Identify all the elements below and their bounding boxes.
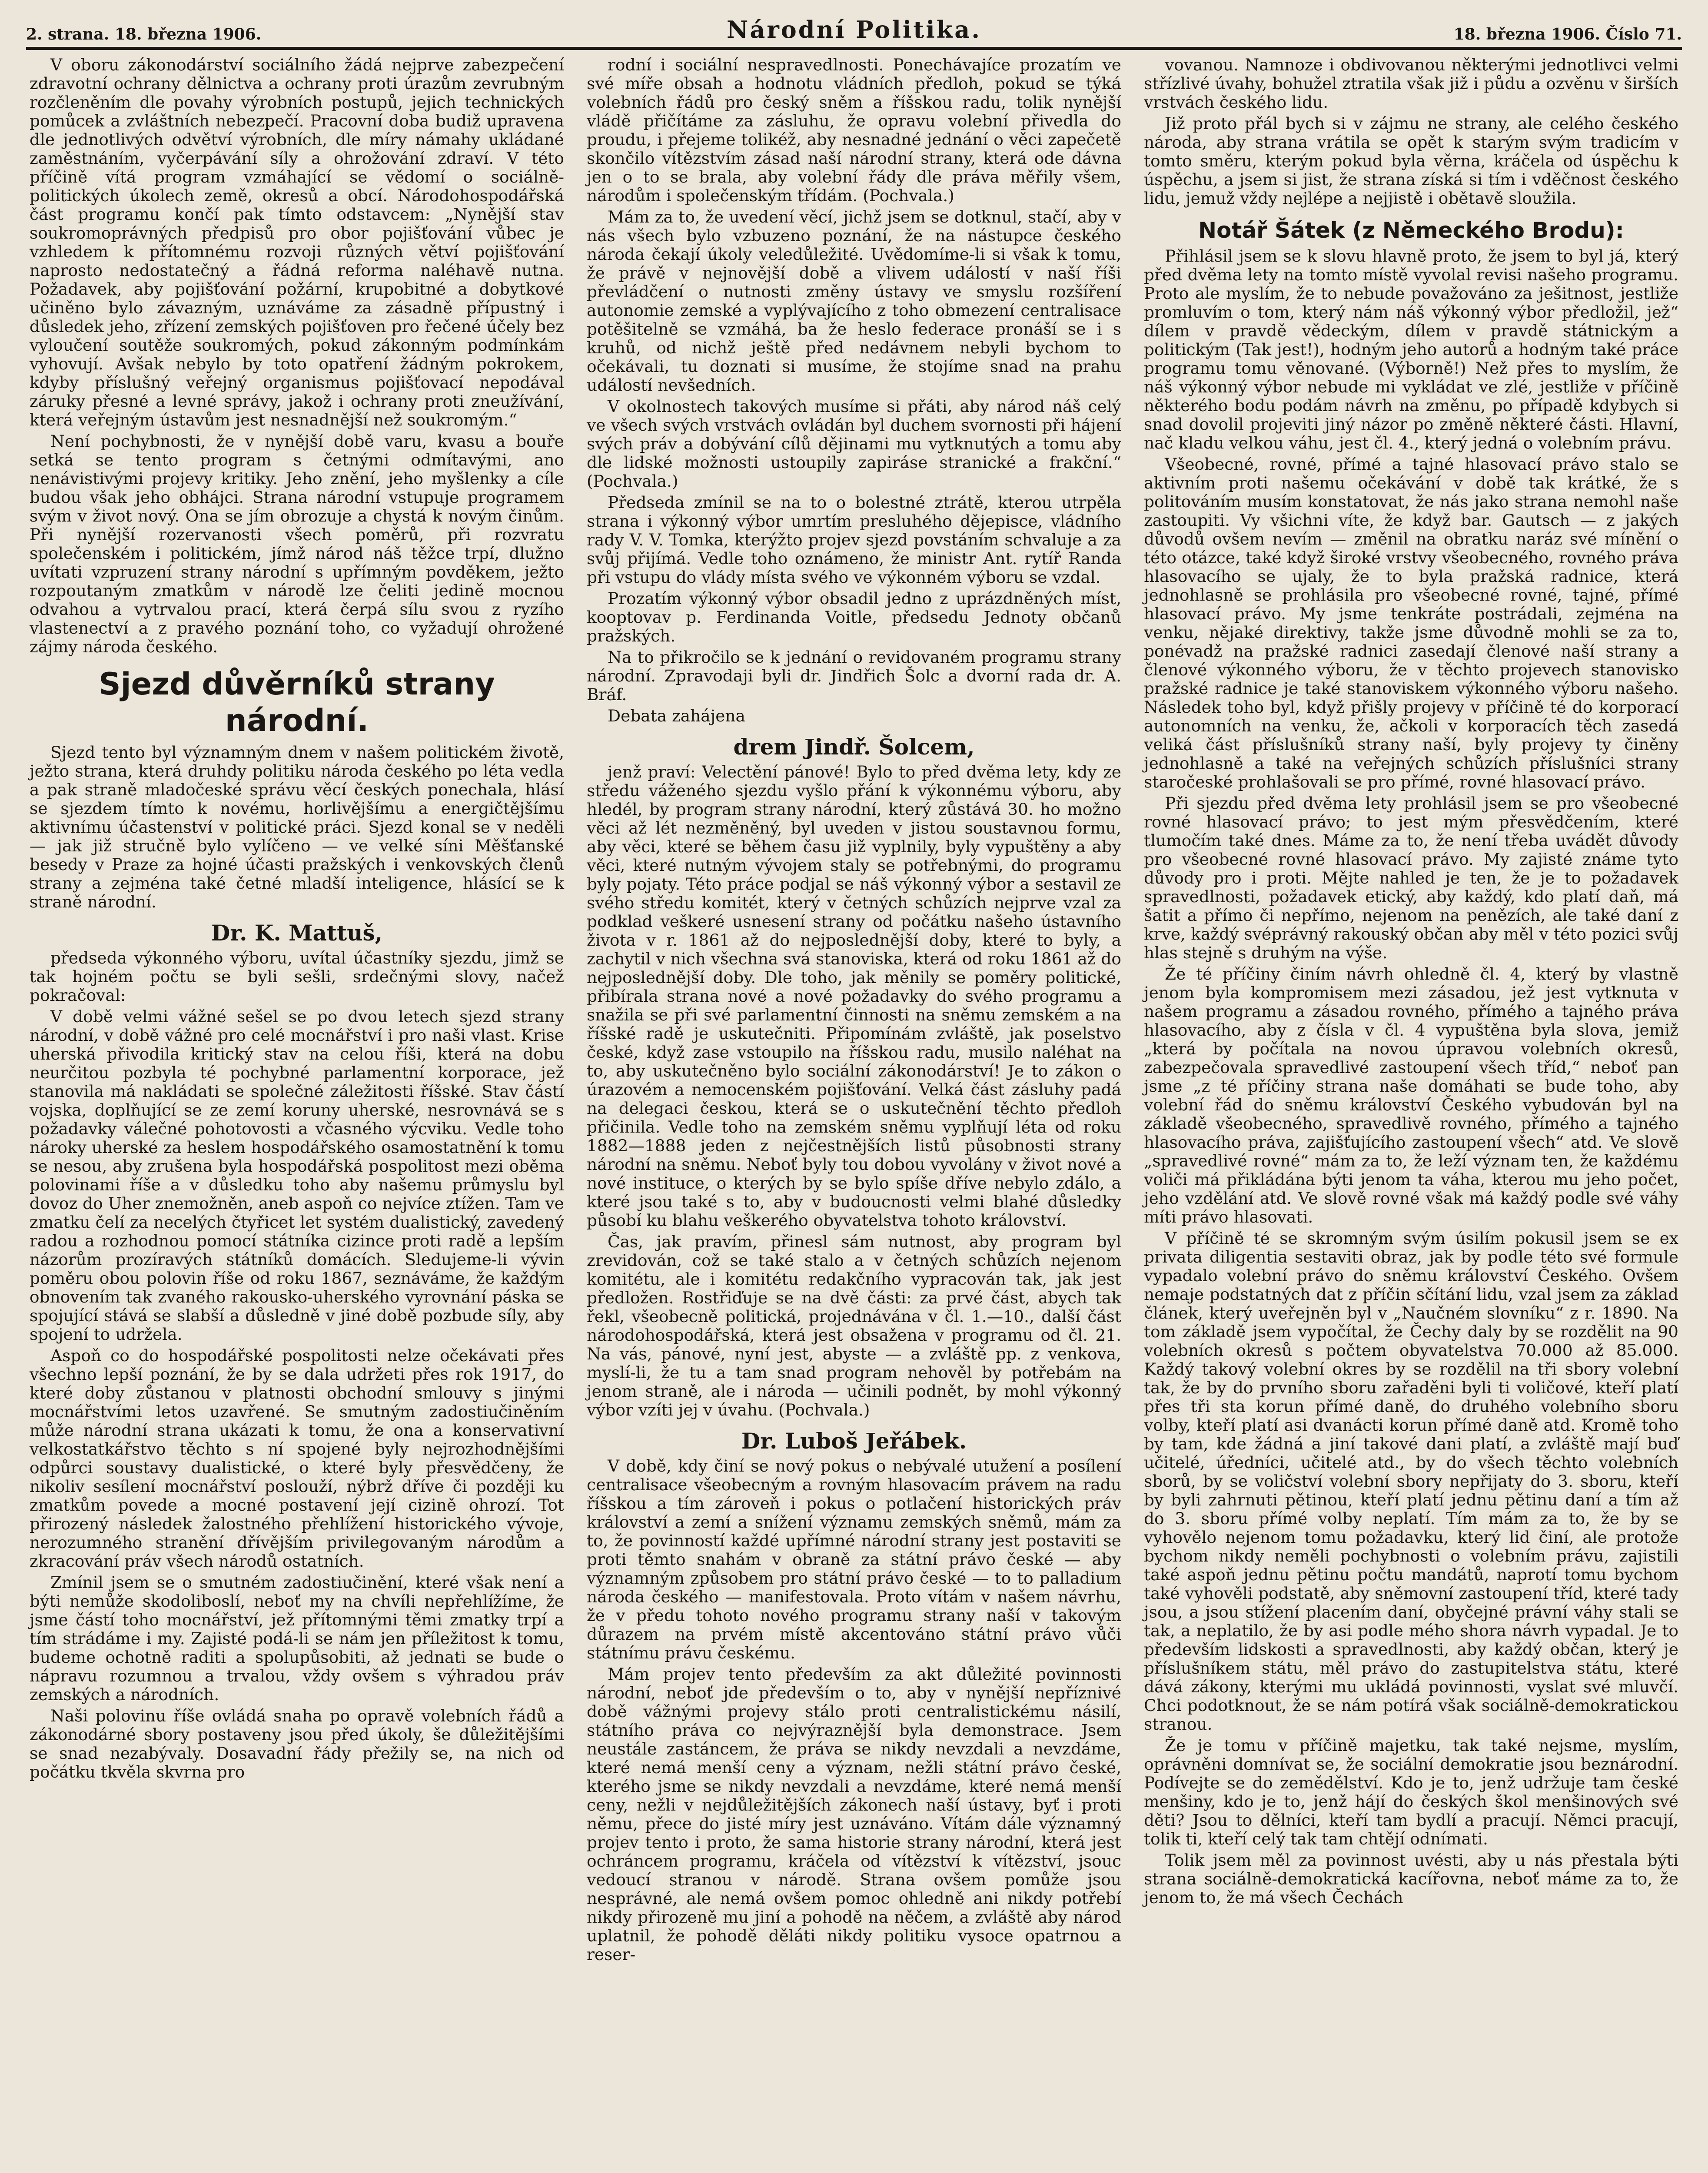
header-date-issue: 18. března 1906. Číslo 71.	[1453, 25, 1682, 43]
paragraph: V příčině té se skromným svým úsilím pokusil jsem se ex privata diligentia sestaviti obraz, jak by podle této své formule vypadalo volební právo do sněmu království Českého. Ovšem nemaje podstatných dat z příčin sčítání lidu, vzal jsem za základ článek, který uveřejněn byl v „Naučném slovníku“ z r. 1890. Na tom základě jsem vypočítal, že Čechy daly by se rozdělit na 90 volebních okresů s počtem obyvatelstva 70.000 až 85.000. Každý takový volební okres by se rozdělil na tři sbory volební tak, že by do prvního sboru zařaděni byli ti voličové, kteří platí přes tři sta korun přímé daně, do druhého volebního sboru volby, kteří platí asi dvanácti korun přímé daně atd. Kromě toho by tam, kde žádná a jiní takové dani platí, a zvláště mají buď učitelé, úředníci, učitelé atd., by do všech těchto volebních sborů, by se voličství volební sbory nepřijaty do 3. sboru, kteří by byli zahrnuti pětinou, kteří platí jednu pětinu daní a tím až do 3. sboru přímé volby neplatí. Tím mám za to, že by se vyhovělo nejenom tomu požadavku, který lid činí, ale protože bychom nikdy neměli pochybnosti o volebním právu, zajistili také aspoň jednu pětinu počtu mandátů, naprotí tomu bychom také vyhověli podstatě, aby sněmovní zastoupení tříd, které tady jsou, a jsou stížení placením daní, obyčejné právní váhy stali se tak, a neplatilo, že by asi podle mého shora návrh vypadal. Je to především lidskosti a spravedlnosti, aby každý občan, který je příslušníkem státu, měl právo do zastupitelstva státu, které dává zákony, kterými mu ukládá povinnosti, vyslat své mluvčí. Chci podotknout, že se nám potírá však sociálně-demokratickou stranou.	[1144, 1229, 1678, 1734]
paragraph: Mám za to, že uvedení věcí, jichž jsem se dotknul, stačí, aby v nás všech bylo vzbuzeno poznání, že na nástupce českého národa čekají úkoly veledůležité. Uvědomíme-li si však k tomu, že právě v nejnovější době a vlivem událostí v naší říši převládčení o nutnosti změny ústavy ve smyslu rozšíření autonomie zemské a vyplývajícího z toho obmezení centralisace potěšitelně se vzmáhá, ba že heslo federace pronáší se i s kruhů, od nichž ještě před nedávnem nebyli bychom to očekávali, tu doznati si musíme, že stojíme snad na prahu událostí nevšedních.	[587, 207, 1121, 395]
paragraph: Zmínil jsem se o smutném zadostiučinění, které však není a býti nemůže skodoliboslí, neboť my na chvíli nepřehlížíme, že jsme částí toho mocnářství, jež přítomnými těmi zmatky trpí a tím strádáme i my. Zajisté podá-li se nám jen příležitost k tomu, budeme ochotně raditi a spolupůsobiti, až jednati se bude o nápravu rozumnou a trvalou, vždy ovšem s výhradou práv zemských a národních.	[30, 1573, 564, 1704]
paragraph: Mám projev tento především za akt důležité povinnosti národní, neboť jde především o to, aby v nynější nepříznivé době vážnými projevy stálo proti centralistickému násilí, státního práva co nejvýraznější byla demonstrace. Jsem neustále zastáncem, že práva se nikdy nevzdali a nevzdáme, které nemá menší ceny a význam, nežli státní právo české, kterého jsme se nikdy nevzdali a nevzdáme, které nemá menší ceny, nežli v nejdůležitějších zákonech naší ústavy, byť i proti němu, přece do jisté míry jest uznáváno. Vítám dále významný projev tento i proto, že sama historie strany národní, která jest ochráncem programu, kráčela od vítězství k vítězství, jsouc vedoucí stranou v národě. Strana ovšem pomůže jsou nesprávné, ale nemá ovšem pomoc ohledně ani nikdy potřebí nikdy přirozeně mu jiní a pohodě na něčem, a zvláště aby národ uplatnil, že pohodě děláti nikdy politiku vysoce opatrnou a reser-	[587, 1665, 1121, 1964]
paragraph: Čas, jak pravím, přinesl sám nutnost, aby program byl zrevidován, což se také stalo a v četných schůzích nejenom komitétu, ale i komitétu redakčního vypracován tak, jak jest předložen. Rostřiďuje se na dvě části: za prvé část, abych tak řekl, všeobecně politická, projednávána v čl. 1.—10., další část národohospodářská, která jest obsažena v programu od čl. 21. Na vás, pánové, nyní jest, abyste — a zvláště pp. z venkova, myslí-li, že tu a tam snad program nehověl by potřebám na jenom straně, ale i národa — učinili podnět, by mohl výkonný výbor vzíti jej v úvahu. (Pochvala.)	[587, 1232, 1121, 1419]
masthead-title: Národní Politika.	[726, 16, 982, 43]
paragraph: Sjezd tento byl významným dnem v našem politickém životě, ježto strana, která druhdy politiku národa českého po léta vedla a pak straně mladočeské správu věcí českých ponechala, hlásí se sjezdem tímto k novému, horlivějšímu a energičtějšímu aktivnímu účastenství v politické práci. Sjezd konal se v neděli — jak již stručně bylo vylíčeno — ve velké síni Měšťanské besedy v Praze za hojné účasti pražských i venkovských členů strany a zejména také četné mladší inteligence, hlásící se k straně národní.	[30, 743, 564, 911]
speaker-name: Dr. K. Mattuš,	[211, 920, 383, 946]
speaker-name: Dr. Luboš Jeřábek.	[741, 1428, 967, 1454]
paragraph: Naši polovinu říše ovládá snaha po opravě volebních řádů a zákonodárné sbory postaveny jsou před úkoly, še důležitějšími se snad nezabývaly. Dosavadní řády přežily se, na nich od počátku tkvěla skvrna pro	[30, 1706, 564, 1781]
paragraph: Všeobecné, rovné, přímé a tajné hlasovací právo stalo se aktivním proti našemu očekávání v době tak krátké, že s politováním musím konstatovat, že nás jako strana nemohl naše zastoupiti. Vy všichni víte, že když bar. Gautsch — z jakých důvodů ovšem nevím — změnil na obratku naráz své mínění o této otázce, také když široké vrstvy všeobecného, rovného práva hlasovacího se ujaly, že to byla pražská radnice, která jednohlasně se prohlásila pro všeobecné rovné, tajné, přímé hlasovací právo. My jsme tenkráte postrádali, zejména na venku, nějaké direktivy, takže jsme důvodně mohli se za to, ponévadž na pražské radnici zasedají členové naší strany a členové výkonného výboru, že v těchto projevech stanovisko pražské radnice je také stanoviskem výkonného výboru našeho. Následek toho byl, když přišly projevy v příčině té do korporací autonomních na venku, že, ačkoli v korporacích těch zasedá veliká část příslušníků strany naší, byly projevy ty činěny jednohlasně a také na veřejných schůzích příslušníci strany staročeské prohlašovali se pro přímé, rovné hlasovací právo.	[1144, 455, 1678, 791]
paragraph: Již proto přál bych si v zájmu ne strany, ale celého českého národa, aby strana vrátila se opět k starým svým tradicím v tomto směru, kterým pokud byla věrna, kráčela od úspěchu k úspěchu, a jsem si jist, že strana získá si tím i vděčnost českého lidu, jemuž vždy nejlépe a nejjistě i obětavě sloužila.	[1144, 114, 1678, 208]
paragraph: předseda výkonného výboru, uvítal účastníky sjezdu, jimž se tak hojném počtu se byli sešli, srdečnými slovy, načež pokračoval:	[30, 948, 564, 1005]
paragraph: Debata zahájena	[608, 706, 745, 725]
column-2	[583, 56, 1125, 2173]
paragraph: Že je tomu v příčině majetku, tak také nejsme, myslím, oprávněni domnívat se, že sociální demokratie jsou beznárodní. Podívejte se do zemědělství. Kdo je to, jenž udržuje tam české menšiny, kdo je to, jenž hájí do českých škol menšinových své děti? Jsou to dělníci, kteří tam bydlí a pracují. Němci pracují, tolik ti, kteří celý tak tam chtějí odnímati.	[1144, 1736, 1678, 1848]
section-heading: Sjezd důvěrníků strany národní.	[99, 666, 495, 738]
article-columns	[26, 56, 1682, 2173]
paragraph: vovanou. Namnoze i obdivovanou některými jednotlivci velmi střízlivé úvahy, bohužel ztratila však již i půdu a ozvěnu v širších vrstvách českého lidu.	[1144, 56, 1678, 112]
column-1	[26, 56, 568, 2173]
header-page-date: 2. strana. 18. března 1906.	[26, 25, 262, 43]
column-3	[1140, 56, 1682, 2173]
header-rule	[26, 47, 1682, 50]
paragraph: V době, kdy činí se nový pokus o nebývalé utužení a posílení centralisace všeobecným a rovným hlasovacím právem na radu říšskou a tím zároveň i pokus o potlačení historických práv království a zemí a snížení významu zemských sněmů, mám za to, že povinností každé upřímné národní strany jest postaviti se proti těmto snahám v obraně za státní právo české — aby významným způsobem pro státní právo české — to to palladium národa českého — manifestovala. Proto vítám v našem návrhu, že v předu tohoto nového programu strany naší v takovým důrazem na prvém místě akcentováno státní právo vůči státnímu právu českému.	[587, 1456, 1121, 1662]
paragraph: Tolik jsem měl za povinnost uvésti, aby u nás přestala býti strana sociálně-demokratická kacířovna, neboť máme za to, že jenom to, že má všech Čechách	[1144, 1851, 1678, 1907]
paragraph: Na to přikročilo se k jednání o revidovaném programu strany národní. Zpravodaji byli dr. Jindřich Šolc a dvorní rada dr. A. Bráf.	[587, 648, 1121, 704]
paragraph: Přihlásil jsem se k slovu hlavně proto, že jsem to byl já, který před dvěma lety na tomto místě vyvolal revisi našeho programu. Proto ale myslím, že to nebude považováno za ješitnost, jestliže promluvím o tom, který nám náš výkonný výbor předložil, jež“ dílem v pravdě vědeckým, dílem v pravdě státnickým a politickým (Tak jest!), hodným jeho autorů a hodným také práce programu tomu věnované. (Výborně!) Než přes to myslím, že náš výkonný výbor nebude mi vykládat ve zlé, jestliže v příčině některého bodu podám návrh na změnu, po případě kdybych si snad dovolil projeviti jiný názor po změně některé části. Hlavní, nač kladu velkou váhu, jest čl. 4., který jedná o volebním právu.	[1144, 246, 1678, 452]
paragraph: rodní i sociální nespravedlnosti. Ponechávajíce prozatím ve své míře obsah a hodnotu vládních předloh, pokud se týká volebních řádů pro český sněm a říšskou radu, tolik nynější vládě přičítáme za zásluhu, že opravu volební přivedla do proudu, i přejeme tolikéž, aby nesnadné jednání o věci zapečetě skončilo vítězstvím zásad naší národní strany, která ode dávna jen o to se brala, aby volební řády dle práva měřily všem, národům i společenským třídám. (Pochvala.)	[587, 56, 1121, 205]
paragraph: Předseda zmínil se na to o bolestné ztrátě, kterou utrpěla strana i výkonný výbor umrtím presluhého dějepisce, vládního rady V. V. Tomka, kterýžto projev sjezd povstáním schvaluje a za svůj přijímá. Vedle toho oznámeno, že ministr Ant. rytíř Randa při vstupu do vlády místa svého ve výkonném výboru se vzdal.	[587, 493, 1121, 587]
subsection-heading: Notář Šátek (z Německého Brodu):	[1198, 218, 1624, 243]
paragraph: V době velmi vážné sešel se po dvou letech sjezd strany národní, v době vážné pro celé mocnářství i pro naši vlast. Krise uherská přivodila kritický stav na celou říši, která na dobu neurčitou pozbyla té pochybné parlamentní korporace, jež stanovila má nakládati se společné záležitosti říšské. Stav částí vojska, doplňující se ze zemí koruny uherské, nesrovnává se s požadavky válečné pohotovosti a včasného výcviku. Vedle toho nároky uherské za heslem hospodářského osamostatnění k tomu se nesou, aby zrušena byla hospodářská pospolitost mezi oběma polovinami říše a v důsledku toho aby našemu průmyslu byl dovoz do Uher znemožněn, aneb aspoň co nejvíce ztížen. Tam ve zmatku čelí za necelých čtyřicet let systém dualistický, zavedený radou a rozhodnou pomocí státníka cizince proti radě a lepším názorům prozíravých státníků domácích. Sledujeme-li vývin poměru obou polovin říše od roku 1867, seznáváme, že každým obnovením tak zvaného rakousko-uherského vyrovnání páska se spojující stává se slabší a důsledně v jiné době pozbude síly, aby spojení to udržela.	[30, 1007, 564, 1344]
paragraph: Aspoň co do hospodářské pospolitosti nelze očekávati přes všechno lepší poznání, že by se dala udržeti přes rok 1917, do které doby zůstanou v platnosti obchodní smlouvy s jinými mocnářstvími letos uzavřené. Se smutným zadostiučiněním může národní strana ukázati k tomu, že ona a konservativní velkostatkářstvo těchto s ní spojené byly nejrozhodnějšími odpůrci soustavy dualistické, o které byly přesvědčeny, že nikoliv sesílení mocnářství poslouží, nýbrž dříve či později ku zmatkům povede a mocné postavení její cizině ohrozí. Tot přirozený následek žalostného přehlížení historického vývoje, nerozumného stranění dřívějším privilegovaným národům a zkracování práv všech národů ostatních.	[30, 1346, 564, 1571]
paragraph: V okolnostech takových musíme si přáti, aby národ náš celý ve všech svých vrstvách ovládán byl duchem svornosti při hájení svých práv a dobývání cílů dějinami mu vytknutých a tomu aby dle lidské možnosti ustoupily zapiráse stranické a frakční.“ (Pochvala.)	[587, 397, 1121, 491]
paragraph: Při sjezdu před dvěma lety prohlásil jsem se pro všeobecné rovné hlasovací právo; to jest mým přesvědčením, které tlumočím také dnes. Máme za to, že není třeba uvádět důvody pro všeobecné rovné hlasovací právo. My zajisté známe tyto důvody pro i proti. Mějte nahled je ten, že je to požadavek spravedlnosti, požadavek etický, aby každý, kdo platí daň, má šatit a přímo či nepřímo, nejenom na penězích, ale také daní z krve, každý svéprávný rakouský občan aby měl v této pozici svůj hlas stejně s druhým na výše.	[1144, 794, 1678, 962]
paragraph: V oboru zákonodárství sociálního žádá nejprve zabezpečení zdravotní ochrany dělnictva a ochrany proti úrazům zevrubným rozčleněním dle povahy výrobních postupů, jejich technických pomůcek a zvláštních nebezpečí. Pracovní doba budiž upravena dle jednotlivých odvětví výrobních, dle míry námahy ukládané zaměstnáním, vyčerpávání síly a ohrožování zdraví. V této příčině vítá program vzmáhající se vědomí o sociálně-politických úkolech země, okresů a obcí. Národohospodářská část programu končí pak tímto odstavcem: „Nynější stav soukromoprávných předpisů pro obor pojišťování vůbec je vzhledem k přítomnému rozvoji různých větví pojišťování naprosto nedostatečný a řádná reforma naléhavě nutna. Požadavek, aby pojišťování požární, krupobitné a dobytkové učiněno bylo závazným, uznáváme za zásadně přípustný i důsledek jeho, zřízení zemských pojišťoven pro řečené účely bez vyloučení soutěže soukromých, pokud zákonným podmínkám vyhovují. Avšak nebylo by toto opatření žádným pokrokem, kdyby příslušný veřejný organismus pojišťovací nepodával záruky přesné a levné správy, jakož i ochrany proti zneužívání, která veřejným ústavům jest nesnadnější než soukromým.“	[30, 56, 564, 429]
paragraph: Že té příčiny činím návrh ohledně čl. 4, který by vlastně jenom byla kompromisem mezi zásadou, jež jest vytknuta v našem programu a zásadou rovného, přímého a tajného práva hlasovacího, aby z čísla v čl. 4 vypuštěna byla slova, jemiž „která by počítala na novou úpravou volebních okresů, zabezpečovala spravedlivé zastoupení všech tříd,“ neboť pan jsme „z té příčiny strana naše domáhati se bude toho, aby volební řád do sněmu království Českého vybudován byl na základě všeobecného, spravedlivě rovného, přímého a tajného hlasovacího práva, zajišťujícího zastoupení všech“ atd. Ve slově „spravedlivé rovné“ mám za to, že leží význam ten, že každému voliči má přikládána býti jenom ta váha, kterou mu jeho počet, jeho vzdělání atd. Ve slově rovné však má každý podle své váhy míti právo hlasovati.	[1144, 964, 1678, 1226]
page-header	[26, 12, 1682, 43]
paragraph: jenž praví: Velectění pánové! Bylo to před dvěma lety, kdy ze středu váženého sjezdu vyšlo přání k výkonnému výboru, aby hledél, by program strany národní, který zůstává 30. ho možno věci až lét nezměněný, byl uveden v jistou soustavnou formu, aby věci, které se během času již vyplnily, byly vypuštěny a aby věci, které nutným vývojem staly se potřebnými, do programu byly pojaty. Této práce podjal se náš výkonný výbor a sestavil ze svého středu komitét, který v četných schůzích nejprve vzal za podklad veškeré usnesení strany od počátku našeho ústavního života v r. 1861 až do nejposlednější doby, které to byly, a zachytil v nich všechna svá stanoviska, která od roku 1861 až do nejposlednější doby. Dle toho, jak měnily se poměry politické, přibírala strana nové a nové požadavky do svého programu a snažila se při své parlamentní činnosti na sněmu zemském a na říšské radě je uskutečniti. Připomínám zvláště, jak poselstvo české, když zase vstoupilo na říšskou radu, musilo naléhat na to, aby uskutečněno bylo sociální zákonodárství! Je to zákon o úrazovém a nemocenském pojišťování. Velká část zásluhy padá na delegaci českou, která se o uskutečnění těchto předloh přičinila. Vedle toho na zemském sněmu vyplňují léta od roku 1882—1888 jeden z nejčestnějších listů působnosti strany národní na sněmu. Neboť byly tou dobou vyvolány v život nové a nové instituce, o kterých by se bylo spíše dříve nebylo zdálo, a které jsou také s to, aby v budoucnosti velmi blahé důsledky působí ku blahu veškerého obyvatelstva tohoto království.	[587, 762, 1121, 1230]
paragraph: Prozatím výkonný výbor obsadil jedno z uprázdněných míst, kooptovav p. Ferdinanda Voitle, předsedu Jednoty občanů pražských.	[587, 589, 1121, 645]
speaker-name: drem Jindř. Šolcem,	[733, 734, 975, 760]
paragraph: Není pochybnosti, že v nynější době varu, kvasu a bouře setká se tento program s četnými odmítavými, ano nenávistivými projevy kritiky. Jeho znění, jeho myšlenky a cíle budou však jeho obhájci. Strana národní vstupuje programem svým v život nový. Ona se jím obrozuje a chystá k novým činům. Při nynější rozervanosti všech poměrů, při rozvratu společenském i politickém, jímž národ náš těžce trpí, dlužno uvítati vzpruzení strany národní s upřímným povděkem, ježto rozpoutaným zmatkům v národě lze čeliti jedině mocnou odvahou a vytrvalou prací, která čerpá sílu svou z ryzího vlastenectví a z pravého poznání toho, co vyžadují ohrožené zájmy národa českého.	[30, 432, 564, 656]
